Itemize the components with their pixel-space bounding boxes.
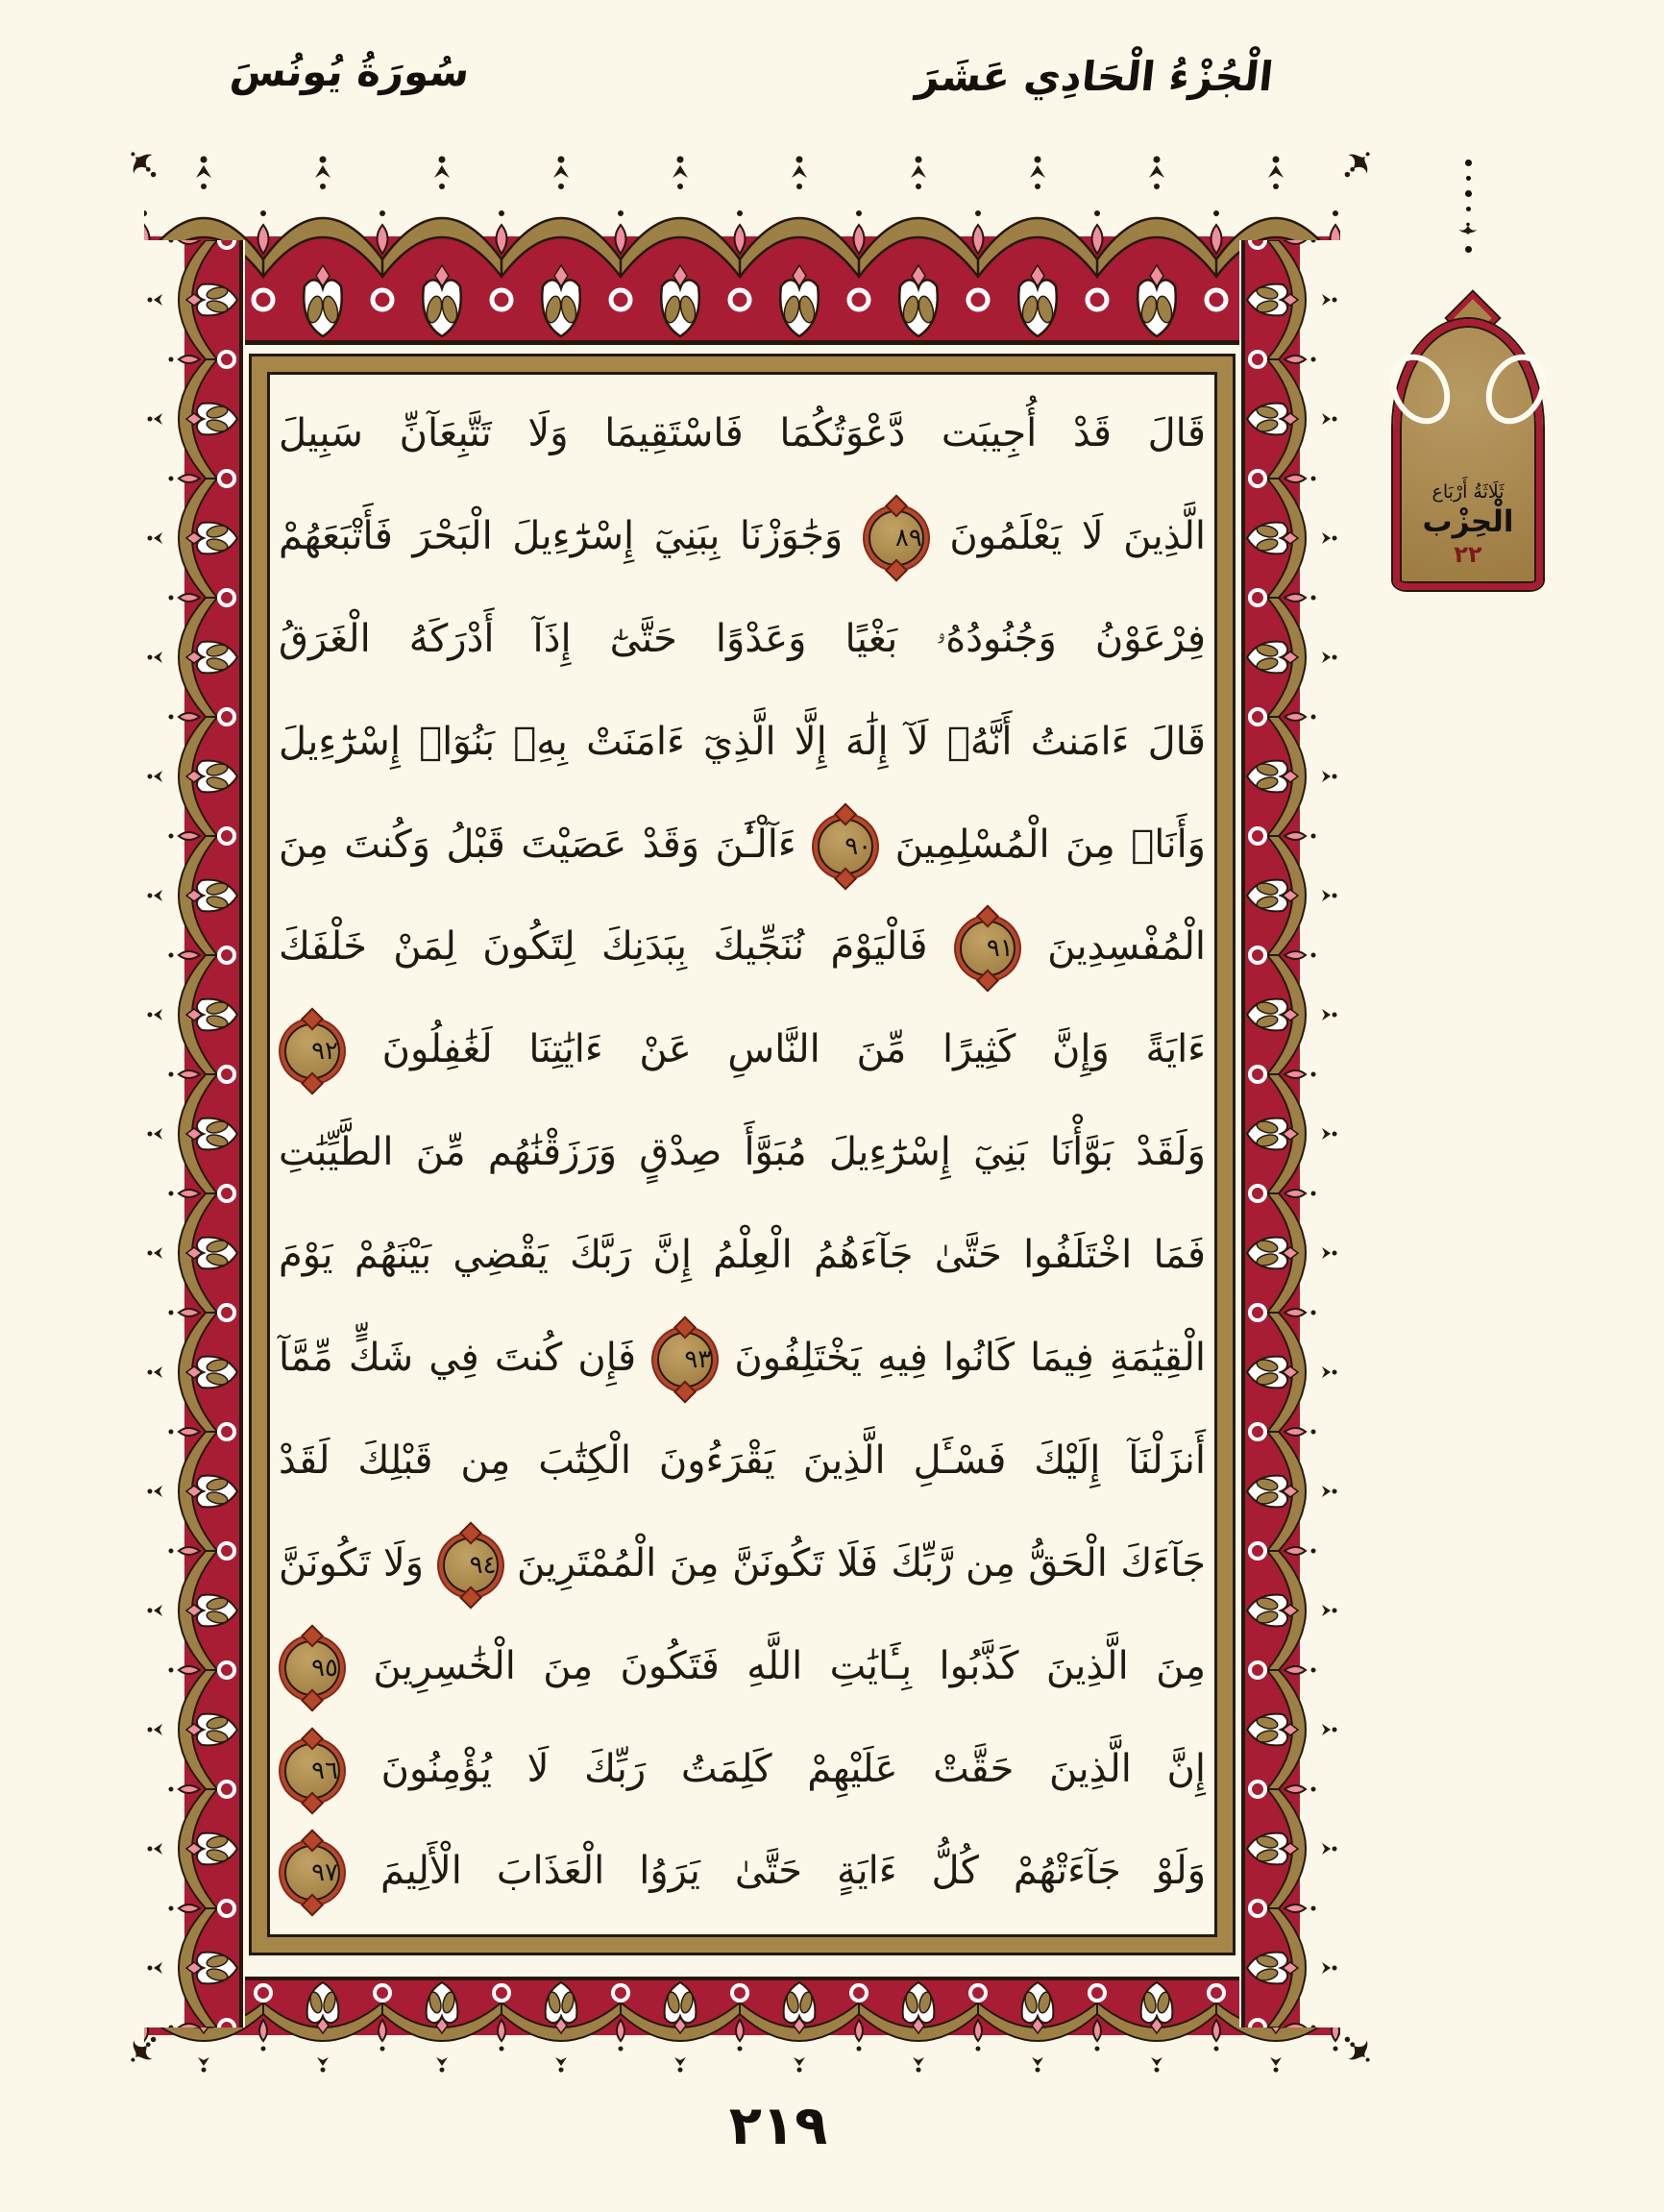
hizb-finial-icon: [1456, 160, 1480, 253]
corner-sprig-icon: [1334, 141, 1381, 187]
ayah-text: أَنزَلْنَآ إِلَيْكَ فَسْـَٔلِ الَّذِينَ يَقْرَءُونَ الْكِتَٰبَ مِن قَبْلِكَ لَقَدْ: [279, 1438, 1206, 1483]
hizb-medallion: [1391, 298, 1545, 596]
quran-line: [279, 1410, 1206, 1512]
hizb-medallion-dome: [1393, 319, 1543, 590]
border-ornament-left: [144, 240, 245, 2028]
quran-line: [279, 896, 1206, 998]
verse-marker: [818, 819, 873, 874]
verse-marker: [869, 510, 924, 566]
ayah-text: جَآءَكَ الْحَقُّ مِن رَّبِّكَ فَلَا تَكُونَنَّ مِنَ الْمُمْتَرِينَ: [517, 1540, 1207, 1585]
border-ornament-bottom: [144, 1975, 1340, 2076]
border-ornament-top: [144, 144, 1340, 349]
quran-line: [279, 1718, 1206, 1821]
ayah-text: قَالَ ءَامَنتُ أَنَّهُۥ لَآ إِلَٰهَ إِلَّا الَّذِيٓ ءَامَنَتْ بِهِۦ بَنُوٓا۟ إِسْرَٰٓءِيلَ: [279, 719, 1206, 764]
ayah-text: وَأَنَا۠ مِنَ الْمُسْلِمِينَ: [894, 822, 1207, 867]
juz-title-header: الْجُزْءُ الْحَادِي عَشَرَ: [914, 53, 1276, 100]
hizb-label: الْحِزْب: [1422, 504, 1514, 539]
finial-fleuron-icon: [1457, 221, 1479, 236]
quran-line: [279, 691, 1206, 794]
ayah-text: فَالْيَوْمَ نُنَجِّيكَ بِبَدَنِكَ لِتَكُونَ لِمَنْ خَلْفَكَ: [279, 924, 928, 970]
ayah-text: وَلَقَدْ بَوَّأْنَا بَنِيٓ إِسْرَٰٓءِيلَ مُبَوَّأَ صِدْقٍ وَرَزَقْنَٰهُم مِّنَ الطَّيِّبَٰتِ: [279, 1130, 1206, 1175]
verse-number: ٩٠: [844, 831, 872, 861]
quran-line: [279, 998, 1206, 1101]
ayah-text: وَجَٰوَزْنَا بِبَنِيٓ إِسْرَٰٓءِيلَ الْبَحْرَ فَأَتْبَعَهُمْ: [279, 513, 844, 558]
verse-number: ٨٩: [894, 523, 922, 553]
verse-marker: [284, 1845, 340, 1901]
quran-line: [279, 485, 1206, 588]
verse-marker: [960, 921, 1016, 976]
verse-number: ٩٤: [469, 1550, 497, 1580]
quran-line: [279, 1820, 1206, 1923]
ayah-text: إِنَّ الَّذِينَ حَقَّتْ عَلَيْهِمْ كَلِمَتُ رَبِّكَ لَا يُؤْمِنُونَ: [380, 1746, 1207, 1791]
ayah-text: الْقِيَٰمَةِ فِيمَا كَانُوا فِيهِ يَخْتَلِفُونَ: [734, 1336, 1207, 1381]
quran-line: [279, 794, 1206, 897]
quran-line: [279, 588, 1206, 691]
ayah-text: الَّذِينَ لَا يَعْلَمُونَ: [949, 513, 1206, 558]
verse-marker: [284, 1743, 340, 1799]
verse-marker: [443, 1537, 499, 1593]
ayah-text: فَإِن كُنتَ فِي شَكٍّ مِّمَّآ: [279, 1336, 637, 1381]
quran-line: [279, 1101, 1206, 1204]
verse-number: ٩٧: [311, 1858, 338, 1888]
ayah-text: مِنَ الَّذِينَ كَذَّبُوا بِـَٔايَٰتِ اللَّهِ فَتَكُونَ مِنَ الْخَٰسِرِينَ: [373, 1643, 1207, 1688]
hizb-fraction-label: ثَلَاثَةُ أَرْبَاع: [1432, 481, 1505, 503]
verse-number: ٩٥: [311, 1653, 338, 1683]
ayah-text: فِرْعَوْنُ وَجُنُودُهُۥ بَغْيًا وَعَدْوًا حَتَّىٰٓ إِذَآ أَدْرَكَهُ الْغَرَقُ: [279, 616, 1206, 661]
verse-number: ٩٣: [684, 1345, 712, 1375]
verse-number: ٩٦: [311, 1756, 338, 1785]
ayah-text: وَلَا تَكُونَنَّ: [279, 1540, 425, 1585]
corner-sprig-icon: [1334, 2027, 1381, 2073]
ayah-text: وَلَوْ جَآءَتْهُمْ كُلُّ ءَايَةٍ حَتَّىٰ يَرَوُا الْعَذَابَ الْأَلِيمَ: [380, 1849, 1207, 1894]
hizb-number: ٢٢: [1454, 541, 1482, 568]
quran-line: [279, 1615, 1206, 1718]
ayah-text: ءَآلْـَٰٔنَ وَقَدْ عَصَيْتَ قَبْلُ وَكُنتَ مِنَ: [279, 822, 796, 867]
quran-line: [279, 1204, 1206, 1307]
verse-marker: [284, 1640, 340, 1696]
quran-text-area: [279, 382, 1206, 1924]
verse-number: ٩٢: [311, 1037, 338, 1067]
surah-title-header: سُورَةُ يُونُسَ: [228, 48, 473, 95]
quran-line: [279, 1512, 1206, 1615]
quran-line: [279, 382, 1206, 485]
page-number: ٢١٩: [728, 2095, 828, 2157]
verse-number: ٩١: [986, 934, 1014, 964]
ayah-text: فَمَا اخْتَلَفُوا حَتَّىٰ جَآءَهُمُ الْعِلْمُ إِنَّ رَبَّكَ يَقْضِي بَيْنَهُمْ يَوْمَ: [279, 1233, 1206, 1278]
ayah-text: الْمُفْسِدِينَ: [1047, 924, 1206, 970]
verse-marker: [284, 1023, 340, 1079]
ayah-text: قَالَ قَدْ أُجِيبَت دَّعْوَتُكُمَا فَاسْتَقِيمَا وَلَا تَتَّبِعَآنِّ سَبِيلَ: [279, 411, 1206, 455]
verse-marker: [657, 1332, 713, 1388]
quran-line: [279, 1307, 1206, 1410]
border-ornament-right: [1239, 240, 1340, 2028]
ayah-text: ءَايَةً وَإِنَّ كَثِيرًا مِّنَ النَّاسِ عَنْ ءَايَٰتِنَا لَغَٰفِلُونَ: [381, 1027, 1206, 1072]
